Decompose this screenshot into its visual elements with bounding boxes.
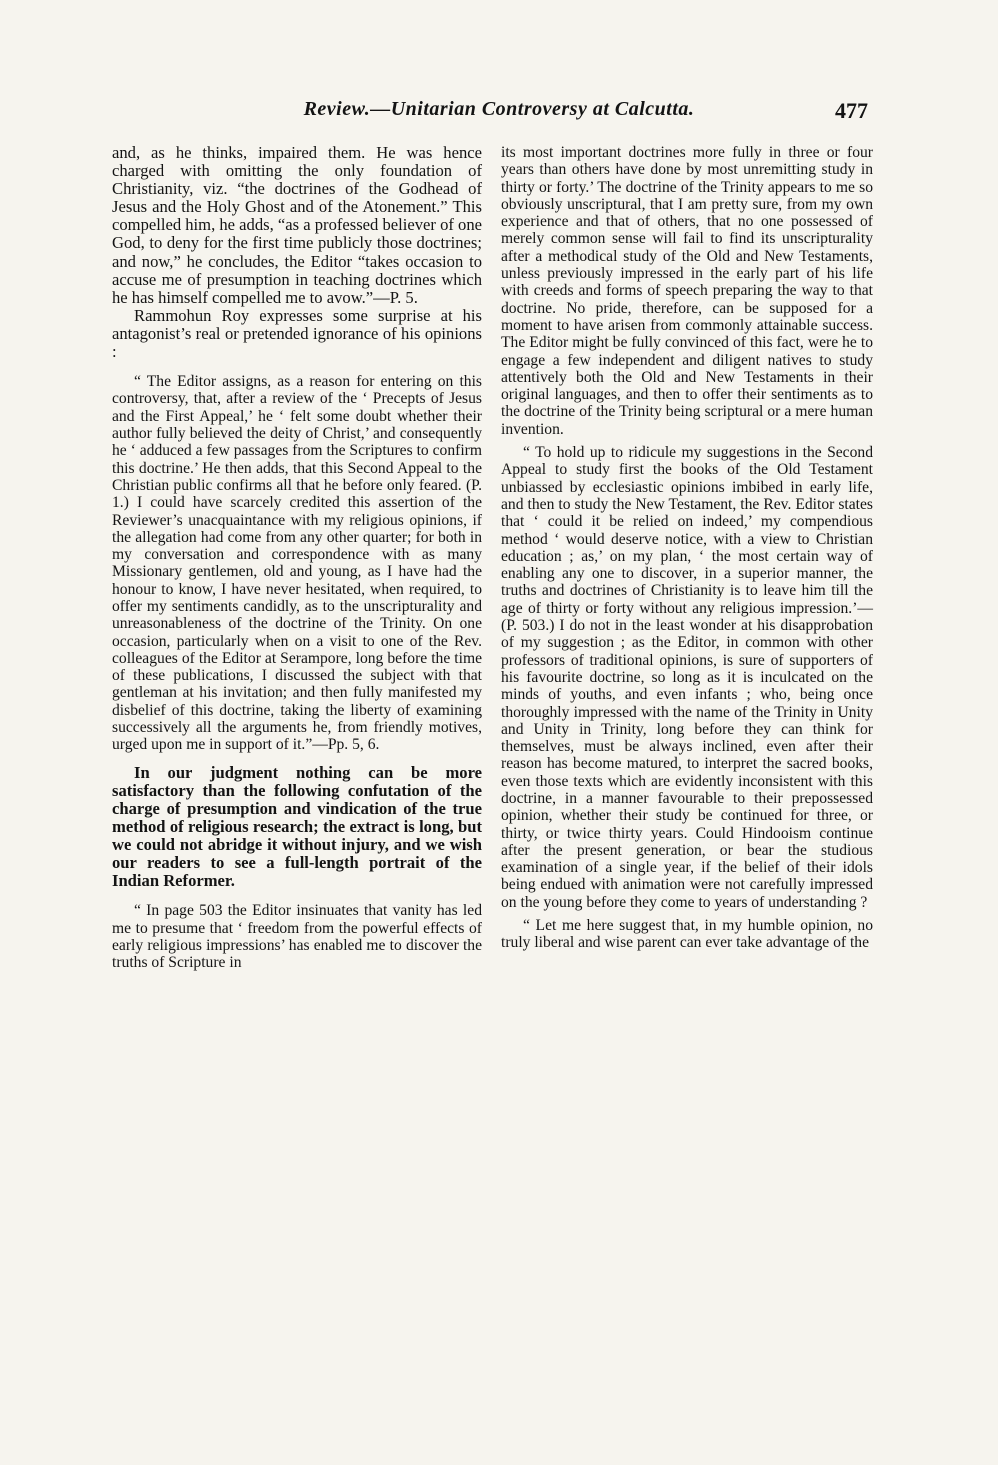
page-number: 477	[835, 98, 868, 123]
block-quote: “ Let me here suggest that, in my humble opinion, no truly liberal and wise parent can ever take advantage of the	[501, 917, 873, 952]
paragraph: In our judgment nothing can be more satisfactory than the following confutation of the charge of presumption and vindication of the true method of religious research; the extract is long, but we could not abridge it without injury, and we wish our readers to see a full-length portrait of the Indian Reformer.	[112, 762, 482, 891]
block-quote: “ In page 503 the Editor insinuates that vanity has led me to presume that ‘ freedom from the powerful effects of early religious impressions’ has enabled me to discover the truths of Scripture in	[112, 902, 482, 972]
paragraph: Rammohun Roy expresses some surprise at his antagonist’s real or pretended ignorance of his opinions :	[112, 305, 482, 362]
block-quote: its most important doctrines more fully in three or four years than others have done by most unremitting study in thirty or forty.’ The doctrine of the Trinity appears to me so obviously unscriptural, that I am pretty sure, from my own experience and that of others, that no one possessed of merely common sense will fail to find its unscripturality after a methodical study of the Old and New Testaments, unless previously impressed in the early part of his life with creeds and forms of speech preparing the way to that doctrine. No pride, therefore, can be supposed for a moment to have arisen from commonly attainable success. The Editor might be fully convinced of this fact, were he to engage a few independent and diligent natives to study attentively both the Old and New Testaments in their original languages, and then to offer their sentiments as to the doctrine of the Trinity being scriptural or a mere human invention.	[501, 144, 873, 438]
block-quote: “ The Editor assigns, as a reason for entering on this controversy, that, after a review of the ‘ Precepts of Jesus and the First Appeal,’ he ‘ felt some doubt whether their author fully believed the deity of Christ,’ and consequently he ‘ adduced a few passages from the Scriptures to confirm this doctrine.’ He then adds, that this Second Appeal to the Christian public confirms all that he before only feared. (P. 1.) I could have scarcely credited this assertion of the Reviewer’s unacquaintance with my religious opinions, if the allegation had come from any other quarter; for both in my conversation and correspondence with as many Missionary gentlemen, old and young, as I have had the honour to know, I have never hesitated, when required, to offer my sentiments candidly, as to the unscripturality and unreasonableness of the doctrine of the Trinity. On one occasion, particularly when on a visit to one of the Rev. colleagues of the Editor at Serampore, long before the time of these publications, I discussed the subject with that gentleman at his invitation; and then fully manifested my disbelief of this doctrine, taking the liberty of examining successively all the arguments he, from friendly motives, urged upon me in support of it.”—Pp. 5, 6.	[112, 373, 482, 754]
block-quote: “ To hold up to ridicule my suggestions in the Second Appeal to study first the books of the Old Testament unbiassed by ecclesiastic opinions imbibed in early life, and then to study the New Testament, the Rev. Editor states that ‘ could it be relied on indeed,’ my compendious method ‘ would deserve notice, with a view to Christian education ; as,’ on my plan, ‘ the most certain way of enabling any one to discover, in a superior manner, the truths and doctrines of Christianity is to leave him till the age of thirty or forty without any religious impression.’—(P. 503.) I do not in the least wonder at his disapprobation of my suggestion ; as the Editor, in common with other professors of traditional opinions, is sure of supporters of his favourite doctrine, so long as it is inculcated on the minds of youths, and even infants ; who, being once thoroughly impressed with the name of the Trinity in Unity and Unity in Trinity, long before they can think for themselves, must be always inclined, even after their reason has become matured, to interpret the sacred books, even those texts which are evidently inconsistent with this doctrine, in a manner favourable to their prepossessed opinion, whether their study be continued for three, or thirty, or twice thirty years. Could Hindooism continue after the present generation, or bear the studious examination of a single year, if the belief of their idols being endued with animation were not carefully impressed on the young before they come to years of understanding ?	[501, 444, 873, 911]
left-column	[112, 144, 482, 1369]
paragraph: and, as he thinks, impaired them. He was hence charged with omitting the only foundation of Christianity, viz. “the doctrines of the Godhead of Jesus and the Holy Ghost and of the Atonement.” This compelled him, he adds, “as a professed believer of one God, to deny for the first time publicly those doctrines; and now,” he concludes, the Editor “takes occasion to accuse me of presumption in teaching doctrines which he has himself compelled me to avow.”—P. 5.	[112, 143, 482, 307]
right-column	[501, 144, 873, 1369]
running-header	[0, 98, 998, 128]
running-title: Review.—Unitarian Controversy at Calcutta.	[303, 98, 695, 120]
